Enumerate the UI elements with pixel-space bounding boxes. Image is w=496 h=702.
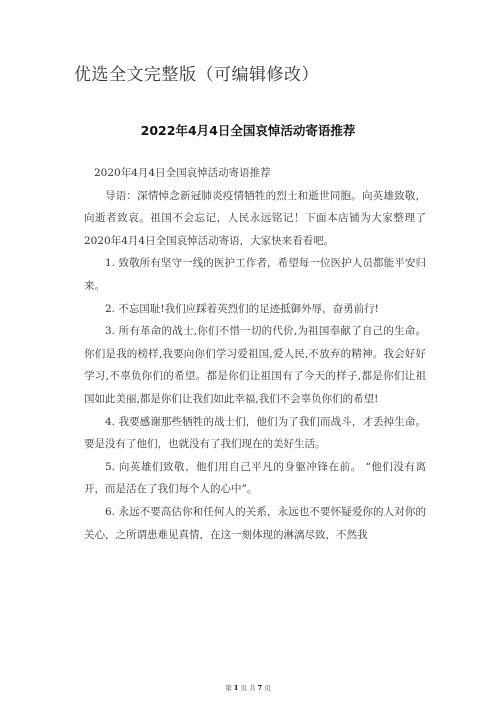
document-title: 2022年4月4日全国哀悼活动寄语推荐 xyxy=(140,123,356,138)
footer-prefix: 第 xyxy=(225,684,232,692)
footer-page-number: 1 xyxy=(233,684,239,692)
paragraph-2: 2. 不忘国耻!我们应踩着英烈们的足迹抵御外辱，奋勇前行! xyxy=(105,302,379,315)
paragraph-6: 6. 永远不要高估你和任何人的关系，永远也不要怀疑爱你的人对你的关心，之所谓患难见真情，在这一刻体现的淋漓尽致，不然我 xyxy=(84,505,426,541)
paragraph-4: 4. 我要感谢那些牺牲的战士们，他们为了我们而战斗，才丢掉生命。要是没有了他们，也就没有了我们现在的美好生活。 xyxy=(84,415,426,451)
page-header: 优选全文完整版（可编辑修改） xyxy=(74,65,319,85)
paragraph-5: 5. 向英雄们致敬，他们用自己平凡的身躯冲锋在前。 “他们没有离开，而是活在了我们每个人的心中”。 xyxy=(84,460,426,496)
footer-suffix: 页 xyxy=(264,684,271,692)
paragraph-intro: 导语：深情悼念新冠肺炎疫情牺牲的烈士和逝世同胞。向英雄致敬，向逝者致哀。祖国不会忘记，人民永远铭记！下面本店铺为大家整理了2020年4月4日全国哀悼活动寄语，大家快来看看吧。 xyxy=(84,189,426,247)
paragraph-1: 1. 致敬所有坚守一线的医护工作者，希望每一位医护人员都能平安归来。 xyxy=(84,257,426,292)
document-subtitle: 2020年4月4日全国哀悼活动寄语推荐 xyxy=(94,167,271,179)
document-body xyxy=(84,162,426,546)
footer-total-pages: 7 xyxy=(257,684,263,692)
page-footer xyxy=(0,683,496,692)
footer-middle: 页 共 xyxy=(240,684,256,692)
paragraph-3: 3. 所有革命的战士,你们不惜一切的代价,为祖国奉献了自己的生命。你们是我的榜样,我要向你们学习爱祖国,爱人民,不放弃的精神。我会好好学习,不辜负你们的希望。都是你们让祖国有了今天的样子,都是你们让祖国如此美丽,都是你们让我们如此幸福,我们不会辜负你们的希望! xyxy=(84,325,426,405)
